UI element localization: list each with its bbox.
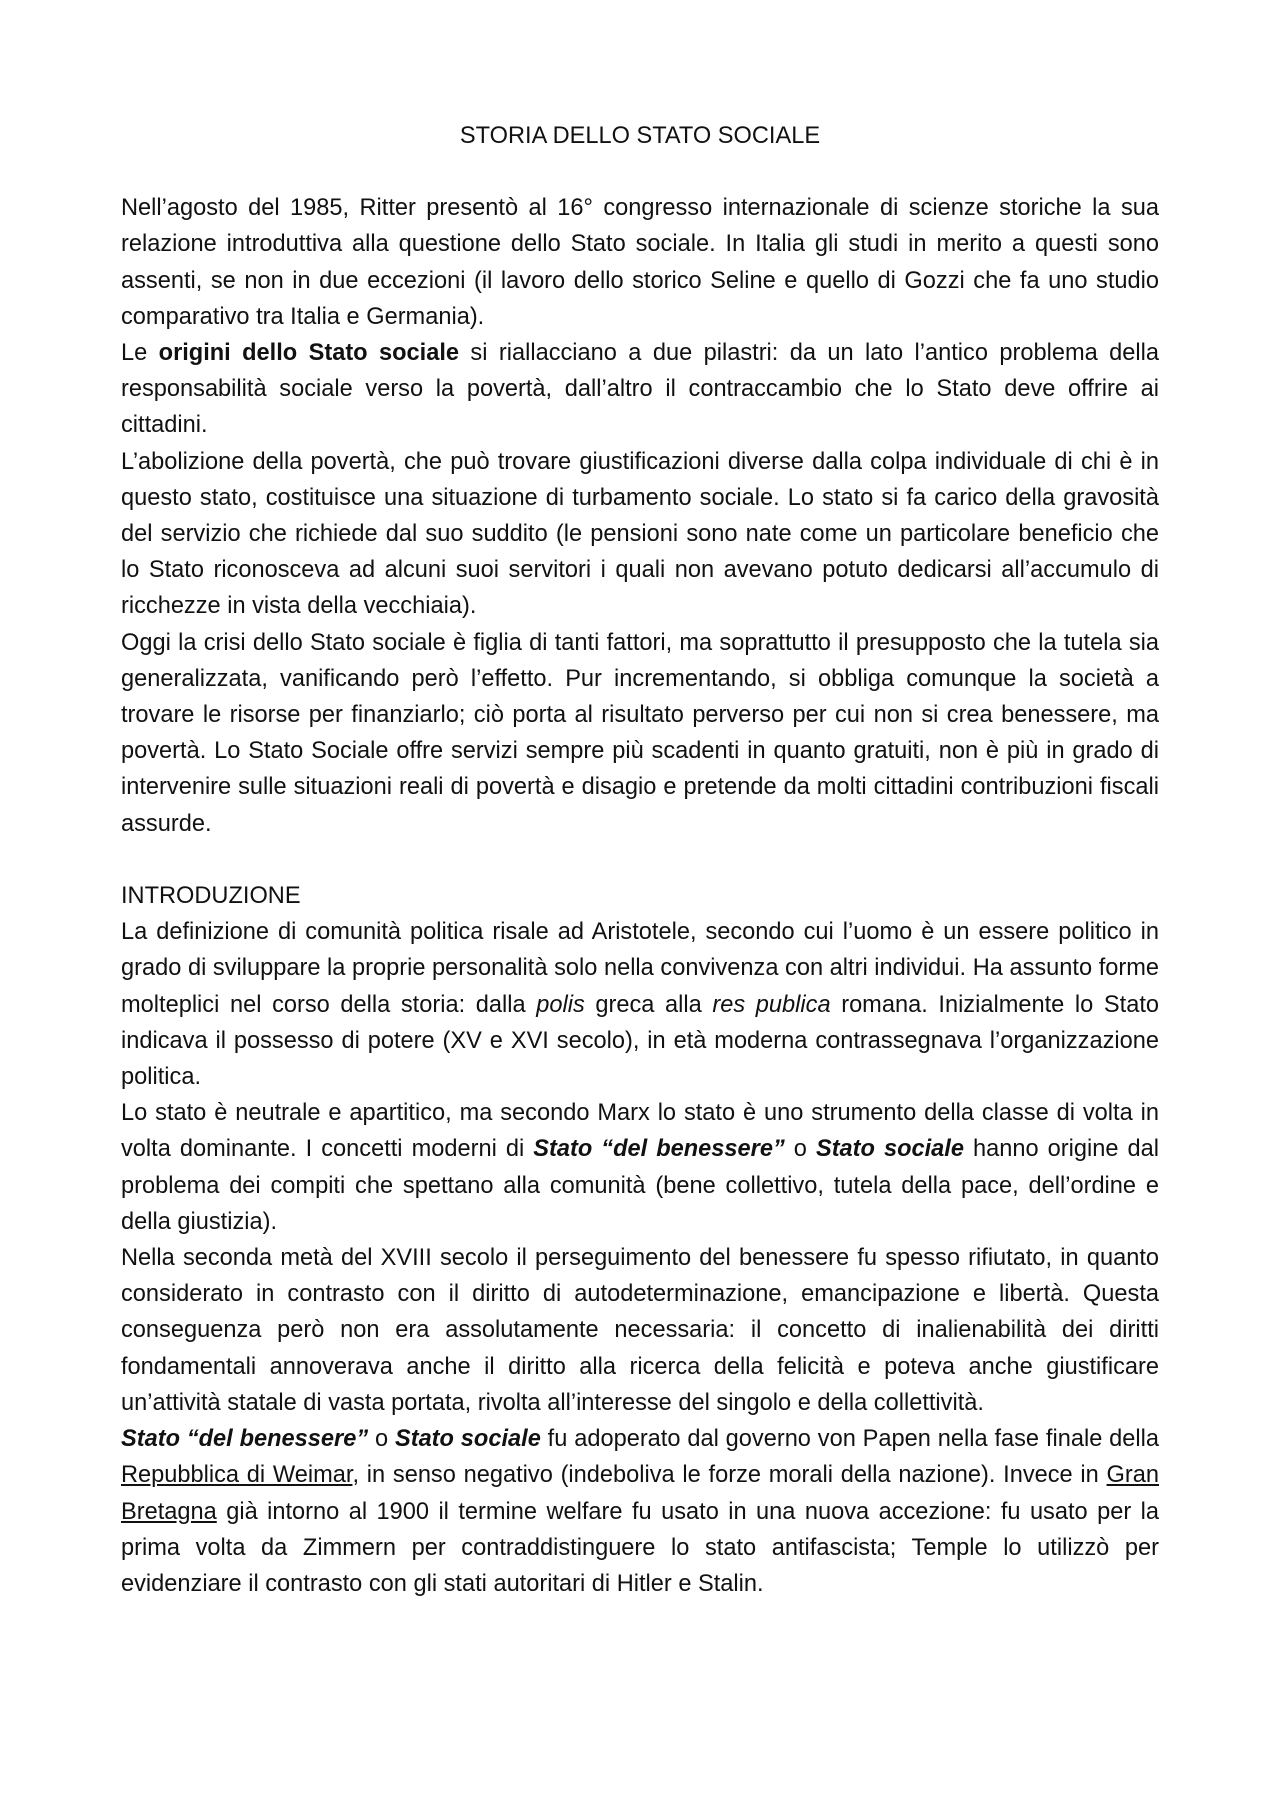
text-run: , in senso negativo (indeboliva le forze morali della nazione). Invece in: [352, 1462, 1107, 1489]
italic-term-res-publica: res publica: [712, 991, 831, 1018]
document-title: STORIA DELLO STATO SOCIALE: [459, 123, 821, 149]
italic-term-polis: polis: [536, 991, 585, 1018]
text-run: si riallacciano a due pilastri: da un lato l’antico problema della responsabilità sociale verso la povertà, dall’altro il contraccambio che lo Stato deve offrire ai cittadini.: [121, 340, 1159, 439]
bold-italic-term-stato-sociale: Stato sociale: [394, 1426, 541, 1453]
paragraph-aristotele: [121, 914, 1159, 1095]
paragraph-marx: [121, 1095, 1159, 1240]
text-run: greca alla: [584, 991, 713, 1018]
bold-term-origini: origini dello Stato sociale: [158, 340, 460, 367]
bold-italic-term-benessere: Stato “del benessere”: [533, 1136, 785, 1163]
text-run: La definizione di comunità politica risale ad Aristotele, secondo cui l’uomo è un essere politico in grado di sviluppare la proprie personalità solo nella convivenza con altri individui. Ha assunto forme molteplici nel corso della storia: dalla: [121, 919, 1159, 1018]
paragraph-ritter: Nell’agosto del 1985, Ritter presentò al 16° congresso internazionale di scienze storiche la sua relazione introduttiva alla questione dello Stato sociale. In Italia gli studi in merito a questi sono assenti, se non in due eccezioni (il lavoro dello storico Seline e quello di Gozzi che fa uno studio comparativo tra Italia e Germania).: [121, 195, 1159, 330]
text-run: Lo stato è neutrale e apartitico, ma secondo Marx lo stato è uno strumento della classe di volta in volta dominante. I concetti moderni di: [121, 1100, 1159, 1163]
underlined-term-gran-bretagna: Gran Bretagna: [121, 1462, 1159, 1525]
paragraph-von-papen: [121, 1421, 1159, 1602]
bold-italic-term-benessere: Stato “del benessere”: [121, 1426, 369, 1453]
text-run: hanno origine dal problema dei compiti che spettano alla comunità (bene collettivo, tutela della pace, dell’ordine e della giustizia).: [121, 1136, 1160, 1235]
text-run: o: [784, 1136, 816, 1163]
text-run: fu adoperato dal governo von Papen nella fase finale della: [540, 1426, 1160, 1453]
text-run: Le: [121, 340, 159, 367]
paragraph-abolizione: L’abolizione della povertà, che può trovare giustificazioni diverse dalla colpa individuale di chi è in questo stato, costituisce una situazione di turbamento sociale. Lo stato si fa carico della gravosità del servizio che richiede dal suo suddito (le pensioni sono nate come un particolare beneficio che lo Stato riconosceva ad alcuni suoi servitori i quali non avevano potuto dedicarsi all’accumulo di ricchezze in vista della vecchiaia).: [121, 448, 1159, 620]
spacer: [121, 842, 1159, 878]
text-run: o: [368, 1426, 395, 1453]
underlined-term-weimar: Repubblica di Weimar: [121, 1462, 353, 1489]
section-heading-introduzione: INTRODUZIONE: [121, 883, 301, 910]
text-run: già intorno al 1900 il termine welfare fu usato in una nuova accezione: fu usato per la prima volta da Zimmern per contraddistinguere lo stato antifascista; Temple lo utilizzò per evidenziare il contrasto con gli stati autoritari di Hitler e Stalin.: [121, 1498, 1159, 1597]
paragraph-xviii-secolo: Nella seconda metà del XVIII secolo il perseguimento del benessere fu spesso rifiutato, in quanto considerato in contrasto con il diritto di autodeterminazione, emancipazione e libertà. Questa conseguenza però non era assolutamente necessaria: il concetto di inalienabilità dei diritti fondamentali annoverava anche il diritto alla ricerca della felicità e poteva anche giustificare un’attività statale di vasta portata, rivolta all’interesse del singolo e della collettività.: [121, 1245, 1159, 1416]
text-run: romana. Inizialmente lo Stato indicava il possesso di potere (XV e XVI secolo), in età moderna contrassegnava l’organizzazione politica.: [121, 991, 1159, 1091]
bold-italic-term-stato-sociale: Stato sociale: [815, 1136, 964, 1163]
paragraph-crisi: Oggi la crisi dello Stato sociale è figlia di tanti fattori, ma soprattutto il presupposto che la tutela sia generalizzata, vanificando però l’effetto. Pur incrementando, si obbliga comunque la società a trovare le risorse per finanziarlo; ciò porta al risultato perverso per cui non si crea benessere, ma povertà. Lo Stato Sociale offre servizi sempre più scadenti in quanto gratuiti, non è più in grado di intervenire sulle situazioni reali di povertà e disagio e pretende da molti cittadini contribuzioni fiscali assurde.: [121, 629, 1159, 837]
paragraph-origini: [121, 335, 1159, 444]
